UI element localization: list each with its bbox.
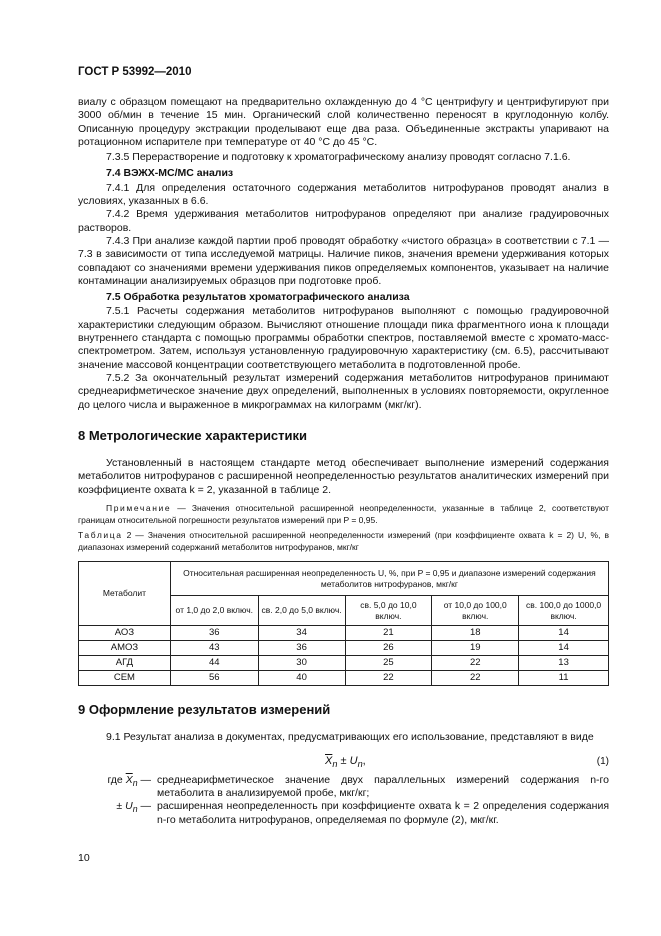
table-cell: 36: [258, 641, 345, 656]
header-metabolite: Метаболит: [79, 562, 171, 626]
paragraph-7-4-2: 7.4.2 Время удерживания метаболитов нитрофуранов определяют при анализе градуировочных растворов.: [78, 208, 609, 234]
table-caption-label: Таблица: [78, 530, 123, 541]
paragraph-7-5-1: 7.5.1 Расчеты содержания метаболитов нитрофуранов выполняют с помощью градуировочной характеристики следующим образом. Вычисляют отношение площади пика фрагментного иона к площади внутреннего стандарта с помощью программы обработки спектров, поставляемой вместе с хромато-масс-спектрометром. Затем, используя установленную градуировочную характеристику (см. 6.5), рассчитывают значение массовой концентрации соответствующего метаболита в подготовленной пробе.: [78, 305, 609, 371]
uncertainty-table: [78, 561, 609, 686]
definition-term: ± $U_n$ —: [116, 800, 151, 815]
heading-section-8: 8 Метрологические характеристики: [78, 427, 308, 443]
table-cell: 44: [170, 656, 258, 671]
header-range: св. 2,0 до 5,0 включ.: [258, 596, 345, 626]
metabolite-name: АГД: [79, 656, 171, 671]
definitions: [78, 774, 609, 827]
table-row: [79, 641, 609, 656]
table-cell: 14: [519, 641, 609, 656]
paragraph-7-5-2: 7.5.2 За окончательный результат измерений содержания метаболитов нитрофуранов принимают среднеарифметическое значение двух определений, выполненных в условиях повторяемости, округленное до целого числа и выраженное в микрограммах на килограмм (мкг/кг).: [78, 371, 609, 411]
heading-7-5: 7.5 Обработка результатов хроматографического анализа: [106, 291, 410, 304]
heading-7-4: 7.4 ВЭЖХ-МС/МС анализ: [106, 167, 234, 180]
note-label: Примечание: [106, 503, 172, 514]
table-cell: 22: [345, 671, 432, 686]
metabolite-name: АМОЗ: [79, 641, 171, 656]
table-cell: 56: [170, 671, 258, 686]
table-cell: 14: [519, 626, 609, 641]
table-cell: 18: [432, 626, 519, 641]
table-row: [79, 656, 609, 671]
table-row: [79, 671, 609, 686]
definition-text: расширенная неопределенность при коэффициенте охвата k = 2 определения содержания n-го метаболита нитрофуранов, определяемая по формуле (2), мкг/кг.: [157, 800, 609, 826]
table-cell: 40: [258, 671, 345, 686]
paragraph-9-1: 9.1 Результат анализа в документах, предусматривающих его использование, представляют в виде: [106, 731, 594, 744]
note-text: — Значения относительной расширенной неопределенности, указанные в таблице 2, соответствуют границам относительной погрешности результатов измерений при P = 0,95.: [78, 503, 609, 525]
formula-number: (1): [596, 755, 609, 767]
header-range: от 10,0 до 100,0 включ.: [432, 596, 519, 626]
definition-text: среднеарифметическое значение двух параллельных измерений содержания n-го метаболита в анализируемой пробе, мкг/кг;: [157, 773, 609, 799]
page-number: 10: [78, 852, 90, 864]
document-body: [78, 96, 609, 827]
table-row: [79, 626, 609, 641]
paragraph-intro: виалу с образцом помещают на предварительно охлажденную до 4 °С центрифугу и центрифугируют при 3000 об/мин в течение 15 мин. Органический слой количественно переносят в круглодонную колбу. Описанную процедуру экстракции проделывают еще два раза. Объединенные экстракты упаривают на ротационном испарителе при температуре от 40 °С до 45 °С.: [78, 96, 609, 148]
paragraph-7-4-1: 7.4.1 Для определения остаточного содержания метаболитов нитрофуранов проводят анализ в условиях, указанных в 6.6.: [78, 181, 609, 208]
table-cell: 30: [258, 656, 345, 671]
definition-term: где $\overline{X}_n$ —: [107, 773, 151, 788]
paragraph-7-4-3: 7.4.3 При анализе каждой партии проб проводят обработку «чистого образца» в соответствии с 7.1 — 7.3 в зависимости от типа исследуемой матрицы. Наличие пиков, значения времени удерживания которых совпадают со значениями времени удерживания пиков определяемых компонентов, указывает на наличие контаминации анализируемых образцов при подготовке проб.: [78, 234, 609, 287]
table-cell: 43: [170, 641, 258, 656]
table-cell: 34: [258, 626, 345, 641]
table-cell: 19: [432, 641, 519, 656]
table-cell: 26: [345, 641, 432, 656]
table-cell: 25: [345, 656, 432, 671]
table-caption-text: 2 — Значения относительной расширенной неопределенности измерений (при коэффициенте охвата k = 2) U, %, в диапазонах измерений содержаний метаболитов нитрофуранов, мкг/кг: [78, 530, 609, 552]
table-caption: [78, 530, 609, 553]
table-cell: 21: [345, 626, 432, 641]
header-uncertainty-group: Относительная расширенная неопределенность U, %, при P = 0,95 и диапазоне измерений содержания метаболитов нитрофуранов, мкг/кг: [170, 562, 608, 596]
definition-row: [78, 800, 609, 827]
paragraph-7-3-5: 7.3.5 Перерастворение и подготовку к хроматографическому анализу проводят согласно 7.1.6.: [106, 151, 571, 164]
heading-section-9: 9 Оформление результатов измерений: [78, 702, 331, 718]
metabolite-name: АОЗ: [79, 626, 171, 641]
paragraph-section-8: Установленный в настоящем стандарте метод обеспечивает выполнение измерений содержания метаболитов нитрофуранов с расширенной неопределенностью результатов аналитических измерений при коэффициенте охвата k = 2, указанной в таблице 2.: [78, 457, 609, 496]
table-cell: 22: [432, 671, 519, 686]
table-cell: 36: [170, 626, 258, 641]
header-range: св. 100,0 до 1000,0 включ.: [519, 596, 609, 626]
formula-1: [78, 749, 609, 773]
definition-row: [78, 774, 609, 801]
standard-header: ГОСТ Р 53992—2010: [78, 66, 192, 78]
note: [78, 503, 609, 526]
table-cell: 11: [519, 671, 609, 686]
table-cell: 22: [432, 656, 519, 671]
header-range: св. 5,0 до 10,0 включ.: [345, 596, 432, 626]
metabolite-name: СЕМ: [79, 671, 171, 686]
formula-expression: $\overline{X}_n \pm U_n$,: [325, 754, 366, 769]
header-range: от 1,0 до 2,0 включ.: [170, 596, 258, 626]
table-cell: 13: [519, 656, 609, 671]
